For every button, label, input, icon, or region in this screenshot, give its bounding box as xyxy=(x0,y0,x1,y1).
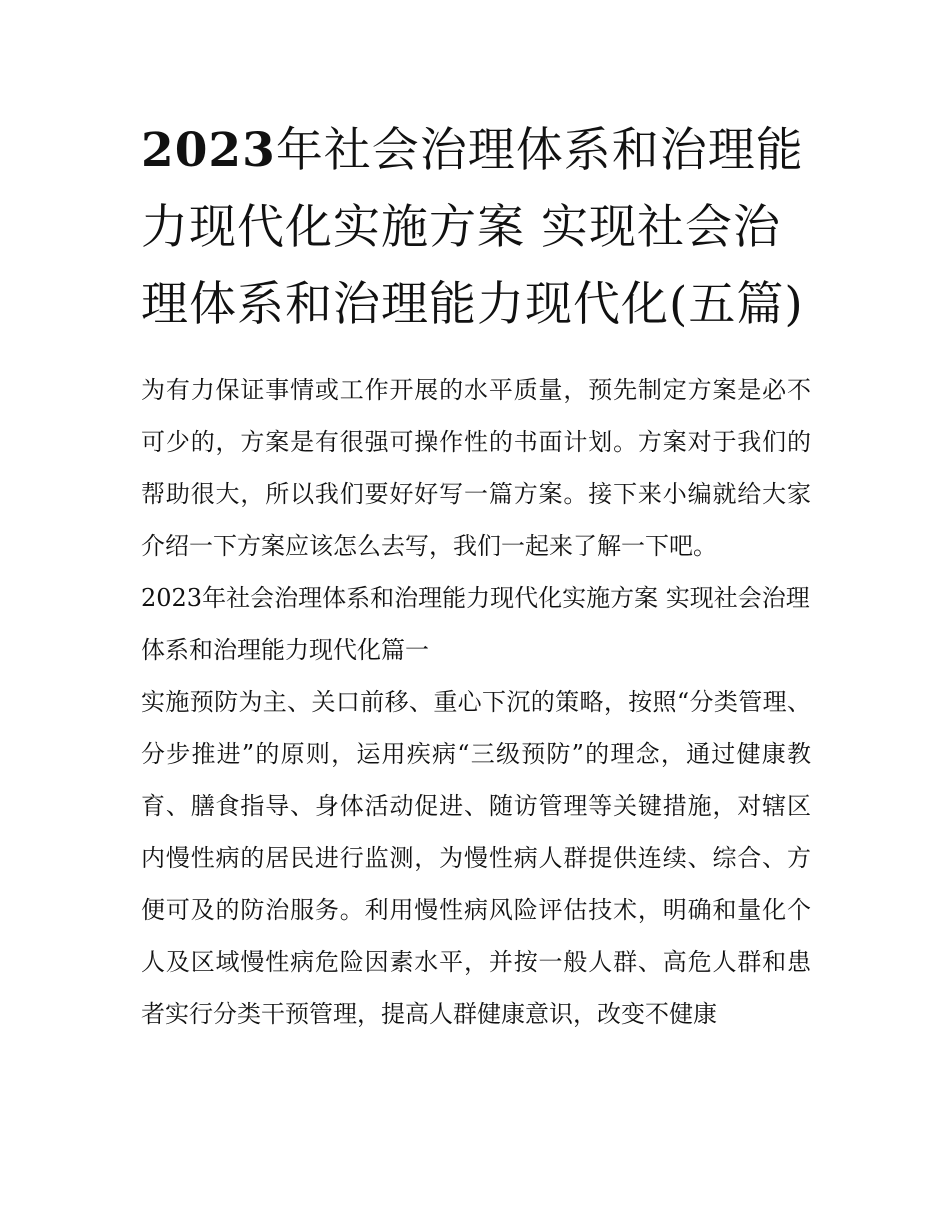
intro-paragraph: 为有力保证事情或工作开展的水平质量，预先制定方案是必不可少的，方案是有很强可操作性的书面计划。方案对于我们的帮助很大，所以我们要好好写一篇方案。接下来小编就给大家介绍一下方案应该怎么去写，我们一起来了解一下吧。 xyxy=(141,376,811,560)
title-year: 2023 xyxy=(141,123,276,178)
title-text: 年社会治理体系和治理能力现代化实施方案 实现社会治理体系和治理能力现代化(五篇) xyxy=(141,123,804,332)
document-content xyxy=(141,112,811,1040)
body-paragraph: 实施预防为主、关口前移、重心下沉的策略，按照“分类管理、分步推进”的原则，运用疾病“三级预防”的理念，通过健康教育、膳食指导、身体活动促进、随访管理等关键措施，对辖区内慢性病的居民进行监测，为慢性病人群提供连续、综合、方便可及的防治服务。利用慢性病风险评估技术，明确和量化个人及区域慢性病危险因素水平，并按一般人群、高危人群和患者实行分类干预管理，提高人群健康意识，改变不健康 xyxy=(141,688,811,1028)
document-title xyxy=(141,112,811,343)
section-heading: 2023年社会治理体系和治理能力现代化实施方案 实现社会治理体系和治理能力现代化篇一 xyxy=(141,584,810,664)
